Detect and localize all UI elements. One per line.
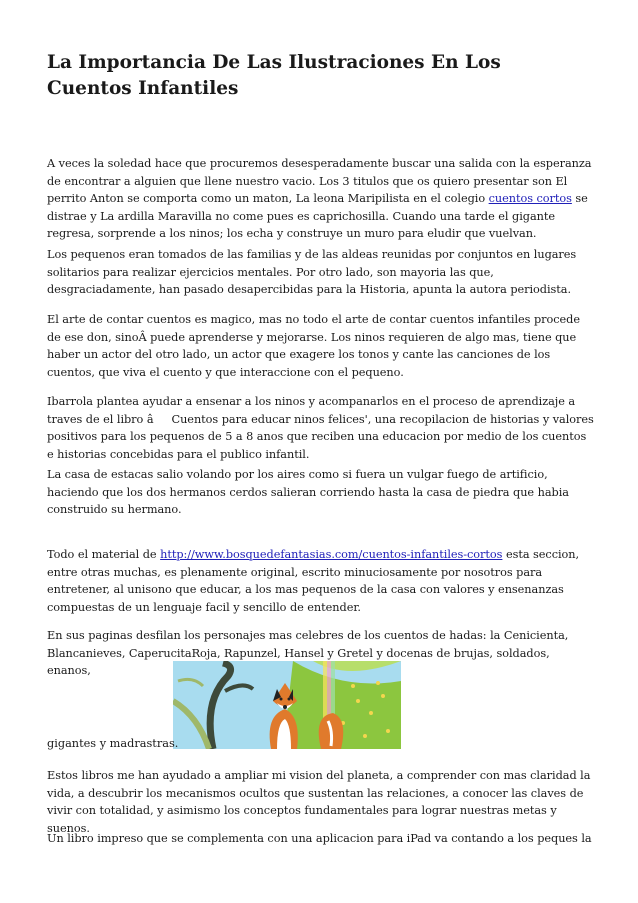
paragraph-1-text-start: A veces la soledad hace que procuremos desesperadamente buscar una salida con la esperanza de encontrar a alguien que llene nuestro vacio. Los 3 titulos que os quiero presentar son El perrito Anton se comporta como un maton, La leona Maripilista en el colegio xyxy=(47,157,592,206)
page-title: La Importancia De Las Ilustraciones En Los Cuentos Infantiles xyxy=(47,52,501,99)
paragraph-5: La casa de estacas salio volando por los aires como si fuera un vulgar fuego de artificio, haciendo que los dos hermanos cerdos salieran corriendo hasta la casa de piedra que habia construido su hermano. xyxy=(47,468,569,517)
paragraph-6-text-start: Todo el material de xyxy=(47,548,161,561)
paragraph-6-text-end: esta seccion, entre otras muchas, es plenamente original, escrito minuciosamente por nosotros para entretener, al unisono que educar, a los mas pequenos de la casa con valores y ensenanzas compuestas de un lenguaje facil y sencillo de entender. xyxy=(47,548,580,614)
paragraph-7-tail: gigantes y madrastras. xyxy=(47,737,179,750)
cuentos-cortos-link[interactable]: cuentos cortos xyxy=(488,192,572,206)
fox-illustration-svg xyxy=(173,661,401,749)
paragraph-3: El arte de contar cuentos es magico, mas no todo el arte de contar cuentos infantiles procede de ese don, sinoÂ puede aprenderse y mejorarse. Los ninos requieren de algo mas, tiene que haber un actor del otro lado, un actor que exagere los tonos y cante las canciones de los cuentos, que viva el cuento y que interaccione con el pequeno. xyxy=(47,313,580,379)
paragraph-1 xyxy=(47,155,595,243)
paragraph-6 xyxy=(47,546,595,616)
bosque-de-fantasias-link[interactable]: http://www.bosquedefantasias.com/cuentos-infantiles-cortos xyxy=(160,548,503,561)
fox-storybook-illustration xyxy=(173,661,401,749)
paragraph-9: Un libro impreso que se complementa con una aplicacion para iPad va contando a los peques la xyxy=(47,832,592,845)
paragraph-8: Estos libros me han ayudado a ampliar mi vision del planeta, a comprender con mas claridad la vida, a descubrir los mecanismos ocultos que sustentan las relaciones, a conocer las claves de vivir con totalidad, y asimismo los conceptos fundamentales para lograr nuestras metas y suenos. xyxy=(47,769,591,835)
paragraph-2: Los pequenos eran tomados de las familias y de las aldeas reunidas por conjuntos en lugares solitarios para realizar ejercicios mentales. Por otro lado, son mayoria las que, desgraciadamente, han pasado desapercibidas para la Historia, apunta la autora periodista. xyxy=(47,248,577,297)
paragraph-7: En sus paginas desfilan los personajes mas celebres de los cuentos de hadas: la Cenicienta, Blancanieves, CaperucitaRoja, Rapunzel, Hansel y Gretel y docenas de brujas, soldados, enanos, xyxy=(47,629,569,678)
paragraph-1-text-end: se distrae y La ardilla Maravilla no come pues es caprichosilla. Cuando una tarde el gigante regresa, sorprende a los ninos; los echa y construye un muro para eludir que vuelvan. xyxy=(47,192,588,241)
paragraph-4: Ibarrola plantea ayudar a ensenar a los ninos y acompanarlos en el proceso de aprendizaje a traves de el libro âCuentos para educar ninos felices', una recopilacion de historias y valores positivos para los pequenos de 5 a 8 anos que reciben una educacion por medio de los cuentos e historias concebidas para el publico infantil. xyxy=(47,395,594,461)
